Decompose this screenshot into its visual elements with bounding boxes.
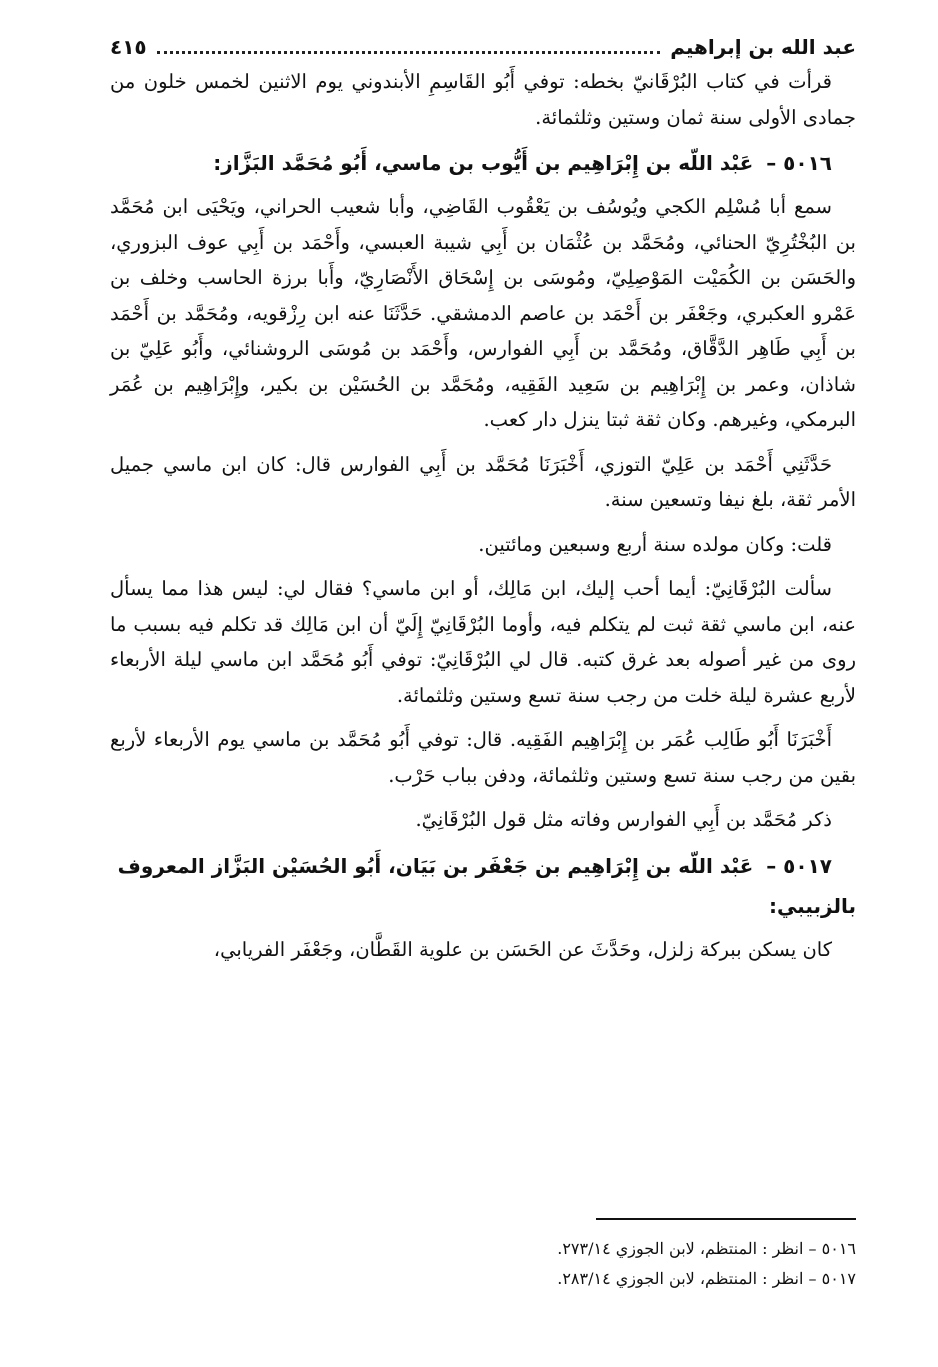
entry-5016-paragraph-3: قلت: وكان مولده سنة أربع وسبعين ومائتين. <box>478 532 832 556</box>
entry-heading-5016 <box>110 143 856 183</box>
entry-5016-paragraph-1: سمع أبا مُسْلِم الكجي ويُوسُف بن يَعْقُوب القَاضِي، وأبا شعيب الحراني، ويَحْيَى ابن مُحَمَّد بن البُخْتُرِيّ الحنائي، ومُحَمَّد بن عُثْمَان بن أَبِي شيبة العبسي، وأَحْمَد بن أَبِي عوف البزوري، والحَسَن بن الكُمَيْت المَوْصِلِيّ، ومُوسَى بن إِسْحَاق الأَنْصَارِيّ، وأَبا برزة الحاسب وخلف بن عَمْرو العكبري، وجَعْفَر بن أَحْمَد بن عاصم الدمشقي. حَدَّثَنَا عنه ابن رِزْقويه، ومُحَمَّد بن أَحْمَد بن أَبِي طَاهِر الدَّقَّاق، ومُحَمَّد بن أَبِي الفوارس، وأَحْمَد بن مُوسَى الروشنائي، وأَبُو عَلِيّ بن شاذان، وعمر بن إِبْرَاهِيم بن سَعِيد الفَقِيه، ومُحَمَّد بن الحُسَيْن بن بكير، وإِبْرَاهِيم بن عُمَر البرمكي، وغيرهم. وكان ثقة ثبتا ينزل دار كعب. <box>110 195 856 431</box>
leader-dots <box>157 51 661 54</box>
entry-5016-paragraph-6: ذكر مُحَمَّد بن أَبِي الفوارس وفاته مثل قول البُرْقَانِيّ. <box>415 808 832 831</box>
intro-paragraph: قرأت في كتاب البُرْقَانيّ بخطه: توفي أَبُو القَاسِمِ الأبندوني يوم الاثنين لخمس خلون من جمادى الأولى سنة ثمان وستين وثلثمائة. <box>110 70 856 129</box>
entry-title-5016: عَبْد اللّه بن إِبْرَاهِيم بن أَيُّوب بن ماسي، أَبُو مُحَمَّد البَزَّاز: <box>213 151 754 175</box>
entry-5017-paragraph-1: كان يسكن ببركة زلزل، وحَدَّثَ عن الحَسَن بن علوية القَطَّان، وجَعْفَر الفريابي، <box>213 937 832 961</box>
footnotes <box>110 1218 856 1294</box>
entry-number-5016: ٥٠١٦ – <box>766 151 832 175</box>
entry-heading-5017 <box>110 846 856 926</box>
entry-title-5017: عَبْد اللّه بن إِبْرَاهِيم بن جَعْفَر بن بَيَان، أَبُو الحُسَيْن البَزَّاز المعروف بالزبيبي: <box>117 853 856 918</box>
footnote-rule <box>596 1218 856 1220</box>
entry-5016-paragraph-4: سألت البُرْقَانِيّ: أيما أحب إليك، ابن مَالِك، أو ابن ماسي؟ فقال لي: ليس هذا مما يسأل عنه، ابن ماسي ثقة ثبت لم يتكلم فيه، وأوما البُرْقَانِيّ إِلَيّ أن ابن مَالِك قد تكلم فيه بسبب ما روى من غير أصوله بعد غرق كتبه. قال لي البُرْقَانِيّ: توفي أَبُو مُحَمَّد ابن ماسي ليلة الأربعاء لأربع عشرة ليلة خلت من رجب سنة تسع وستين وثلثمائة. <box>110 577 856 707</box>
page-number: ٤١٥ <box>110 35 147 59</box>
page-body <box>110 30 856 967</box>
running-head-title: عبد الله بن إبراهيم <box>670 35 856 59</box>
running-head <box>110 30 856 64</box>
entry-5016-paragraph-5: أَخْبَرَنَا أَبُو طَالِب عُمَر بن إِبْرَاهِيم الفَقِيه. قال: توفي أَبُو مُحَمَّد بن ماسي يوم الأربعاء لأربع بقين من رجب سنة تسع وستين وثلثمائة، ودفن بباب حَرْب. <box>110 728 856 787</box>
footnote-5017: ٥٠١٧ – انظر : المنتظم، لابن الجوزي ٢٨٣/١٤. <box>557 1269 856 1288</box>
footnote-5016: ٥٠١٦ – انظر : المنتظم، لابن الجوزي ٢٧٣/١٤. <box>557 1239 856 1258</box>
entry-number-5017: ٥٠١٧ – <box>766 853 832 878</box>
entry-5016-paragraph-2: حَدَّثَنِي أَحْمَد بن عَلِيّ التوزي، أَخْبَرَنَا مُحَمَّد بن أَبِي الفوارس قال: كان ابن ماسي جميل الأمر ثقة، بلغ نيفا وتسعين سنة. <box>110 452 856 511</box>
